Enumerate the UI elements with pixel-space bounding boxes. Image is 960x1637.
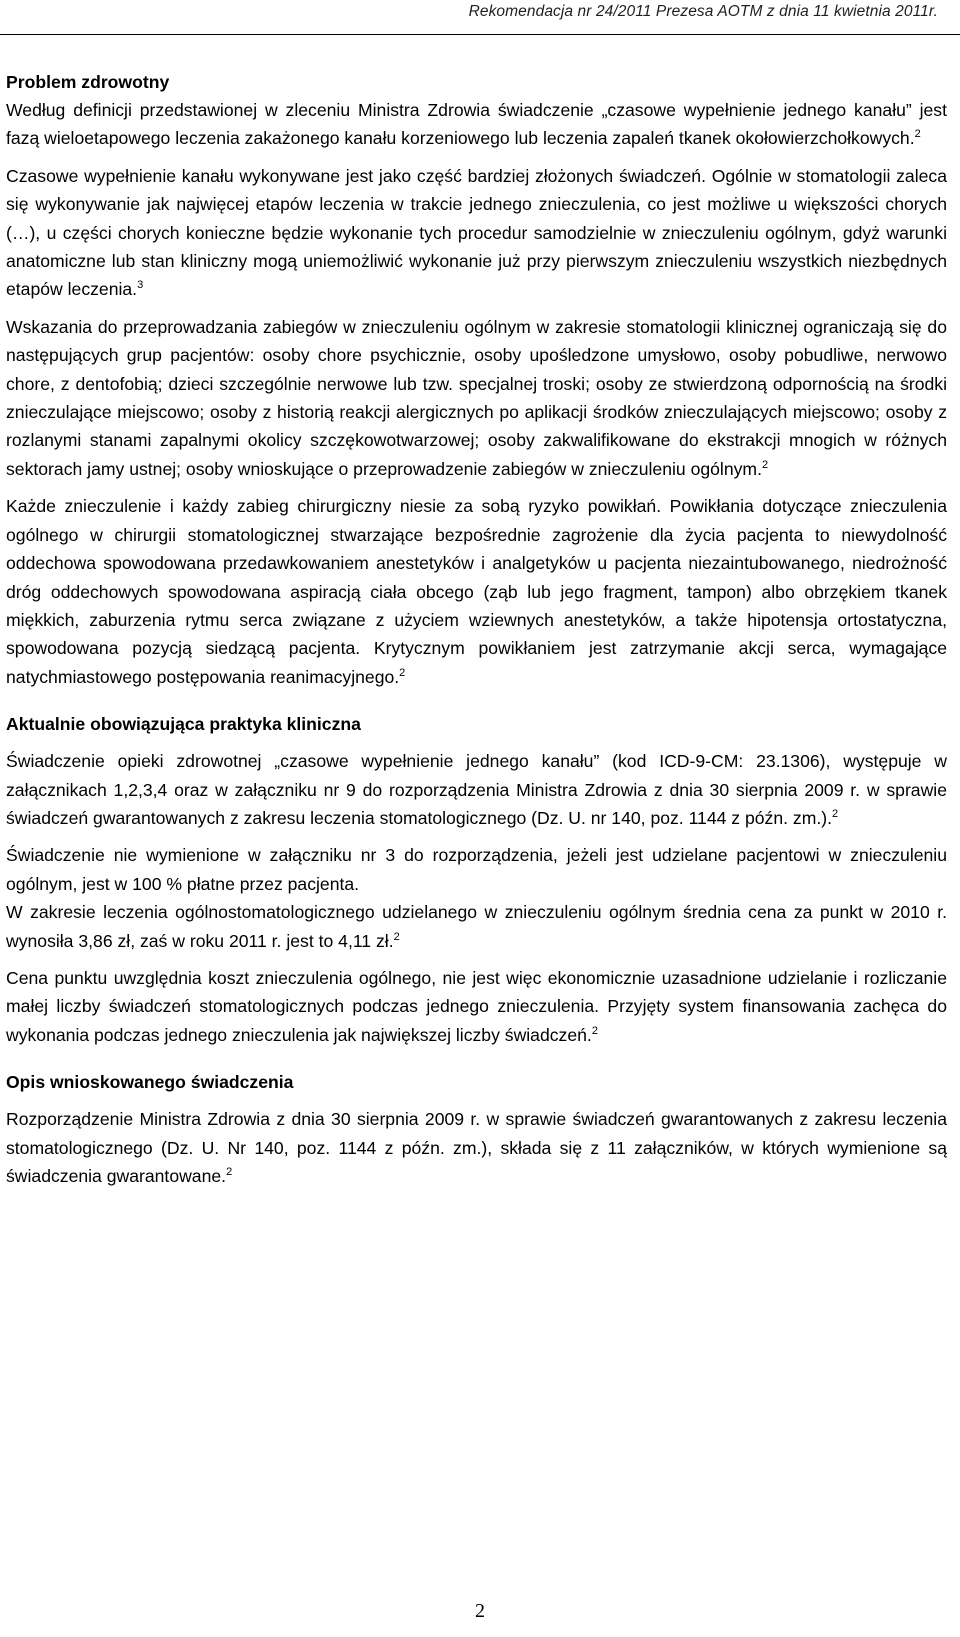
footnote-ref: 2 xyxy=(761,459,769,472)
footnote-ref: 2 xyxy=(399,666,406,679)
page-number: 2 xyxy=(475,1600,485,1622)
paragraph-regulation xyxy=(6,1105,947,1190)
paragraph-text: Świadczenie nie wymienione w załączniku nr 3 do rozporządzenia, jeżeli jest udzielane pacjentowi w znieczuleniu ogólnym, jest w 100 % płatne przez pacjenta. xyxy=(6,845,947,894)
footnote-ref: 3 xyxy=(137,279,144,292)
paragraph-complications xyxy=(6,492,947,691)
footnote-ref: 2 xyxy=(914,128,921,141)
paragraph-text: Według definicji przedstawionej w zleceniu Ministra Zdrowia świadczenie „czasowe wypełnienie jednego kanału” jest fazą wieloetapowego leczenia zakażonego kanału korzeniowego lub leczenia zapaleń tkanek okołowierzchołkowych. xyxy=(6,100,947,149)
paragraph-point-price xyxy=(6,964,947,1049)
paragraph-text: Każde znieczulenie i każdy zabieg chirurgiczny niesie za sobą ryzyko powikłań. Powikłania dotyczące znieczulenia ogólnego w chirurgii stomatologicznej stwarzające bezpośrednie zagrożenie dla życia pacjenta to niewydolność oddechowa spowodowana przedawkowaniem anestetyków i analgetyków u pacjenta niezaintubowanego, niedrożność dróg oddechowych spowodowana aspiracją ciała obcego (ząb lub jego fragment, tampon) albo obrzękiem tkanek miękkich, zaburzenia rytmu serca związane z użyciem wziewnych anestetyków, a także hipotensja ortostatyczna, spowodowana pozycją siedzącą pacjenta. Krytycznym powikłaniem jest zatrzymanie akcji serca, wymagające natychmiastowego postępowania reanimacyjnego. xyxy=(6,496,947,687)
document-title: Rekomendacja nr 24/2011 Prezesa AOTM z dnia 11 kwietnia 2011r. xyxy=(468,3,938,20)
page-header xyxy=(0,0,960,35)
paragraph-text: W zakresie leczenia ogólnostomatologicznego udzielanego w znieczuleniu ogólnym średnia cena za punkt w 2010 r. wynosiła 3,86 zł, zaś w roku 2011 r. jest to 4,11 zł. xyxy=(6,902,947,951)
paragraph-text: Świadczenie opieki zdrowotnej „czasowe wypełnienie jednego kanału” (kod ICD-9-CM: 23.1306), występuje w załącznikach 1,2,3,4 oraz w załączniku nr 9 do rozporządzenia Ministra Zdrowia z dnia 30 sierpnia 2009 r. w sprawie świadczeń gwarantowanych z zakresu leczenia stomatologicznego (Dz. U. nr 140, poz. 1144 z późn. zm.). xyxy=(6,751,947,828)
paragraph-payment xyxy=(6,841,947,955)
section-heading-practice: Aktualnie obowiązująca praktyka kliniczna xyxy=(6,714,361,735)
paragraph-service-code xyxy=(6,747,947,832)
paragraph-text: Rozporządzenie Ministra Zdrowia z dnia 30 sierpnia 2009 r. w sprawie świadczeń gwarantowanych z zakresu leczenia stomatologicznego (Dz. U. Nr 140, poz. 1144 z późn. zm.), składa się z 11 załączników, w których wymienione są świadczenia gwarantowane. xyxy=(6,1109,947,1186)
paragraph-text: Czasowe wypełnienie kanału wykonywane jest jako część bardziej złożonych świadczeń. Ogólnie w stomatologii zaleca się wykonywanie jak najwięcej etapów leczenia w trakcie jednego znieczulenia, co jest możliwe u większości chorych (…), u części chorych konieczne będzie wykonanie tych procedur samodzielnie w znieczuleniu ogólnym, gdyż warunki anatomiczne lub stan kliniczny mogą uniemożliwić wykonanie już przy pierwszym znieczuleniu wszystkich niezbędnych etapów leczenia. xyxy=(6,165,947,300)
footnote-ref: 2 xyxy=(832,808,839,821)
footnote-ref: 2 xyxy=(393,930,400,943)
section-heading-problem: Problem zdrowotny xyxy=(6,72,170,92)
document-body xyxy=(6,68,947,1190)
paragraph-text: Cena punktu uwzględnia koszt znieczulenia ogólnego, nie jest więc ekonomicznie uzasadnione udzielanie i rozliczanie małej liczby świadczeń stomatologicznych podczas jednego znieczulenia. Przyjęty system finansowania zachęca do wykonania podczas jednego znieczulenia jak największej liczby świadczeń. xyxy=(6,967,947,1045)
paragraph-indications xyxy=(6,313,947,483)
paragraph-problem-definition xyxy=(6,96,947,153)
footnote-ref: 2 xyxy=(226,1166,233,1179)
section-heading-description: Opis wnioskowanego świadczenia xyxy=(6,1072,294,1093)
footnote-ref: 2 xyxy=(591,1024,598,1037)
paragraph-temporary-filling xyxy=(6,162,947,304)
paragraph-text: Wskazania do przeprowadzania zabiegów w znieczuleniu ogólnym w zakresie stomatologii klinicznej ograniczają się do następujących grup pacjentów: osoby chore psychicznie, osoby upośledzone umysłowo, osoby pobudliwe, nerwowo chore, z dentofobią; dzieci szczególnie nerwowe lub tzw. specjalnej troski; osoby ze stwierdzoną odpornością na środki znieczulające miejscowo; osoby z historią reakcji alergicznych po aplikacji środków znieczulających miejscowo; osoby z rozlanymi stanami zapalnymi okolicy szczękowotwarzowej; osoby zakwalifikowane do ekstrakcji mnogich w różnych sektorach jamy ustnej; osoby wnioskujące o przeprowadzenie zabiegów w znieczuleniu ogólnym. xyxy=(6,316,947,479)
